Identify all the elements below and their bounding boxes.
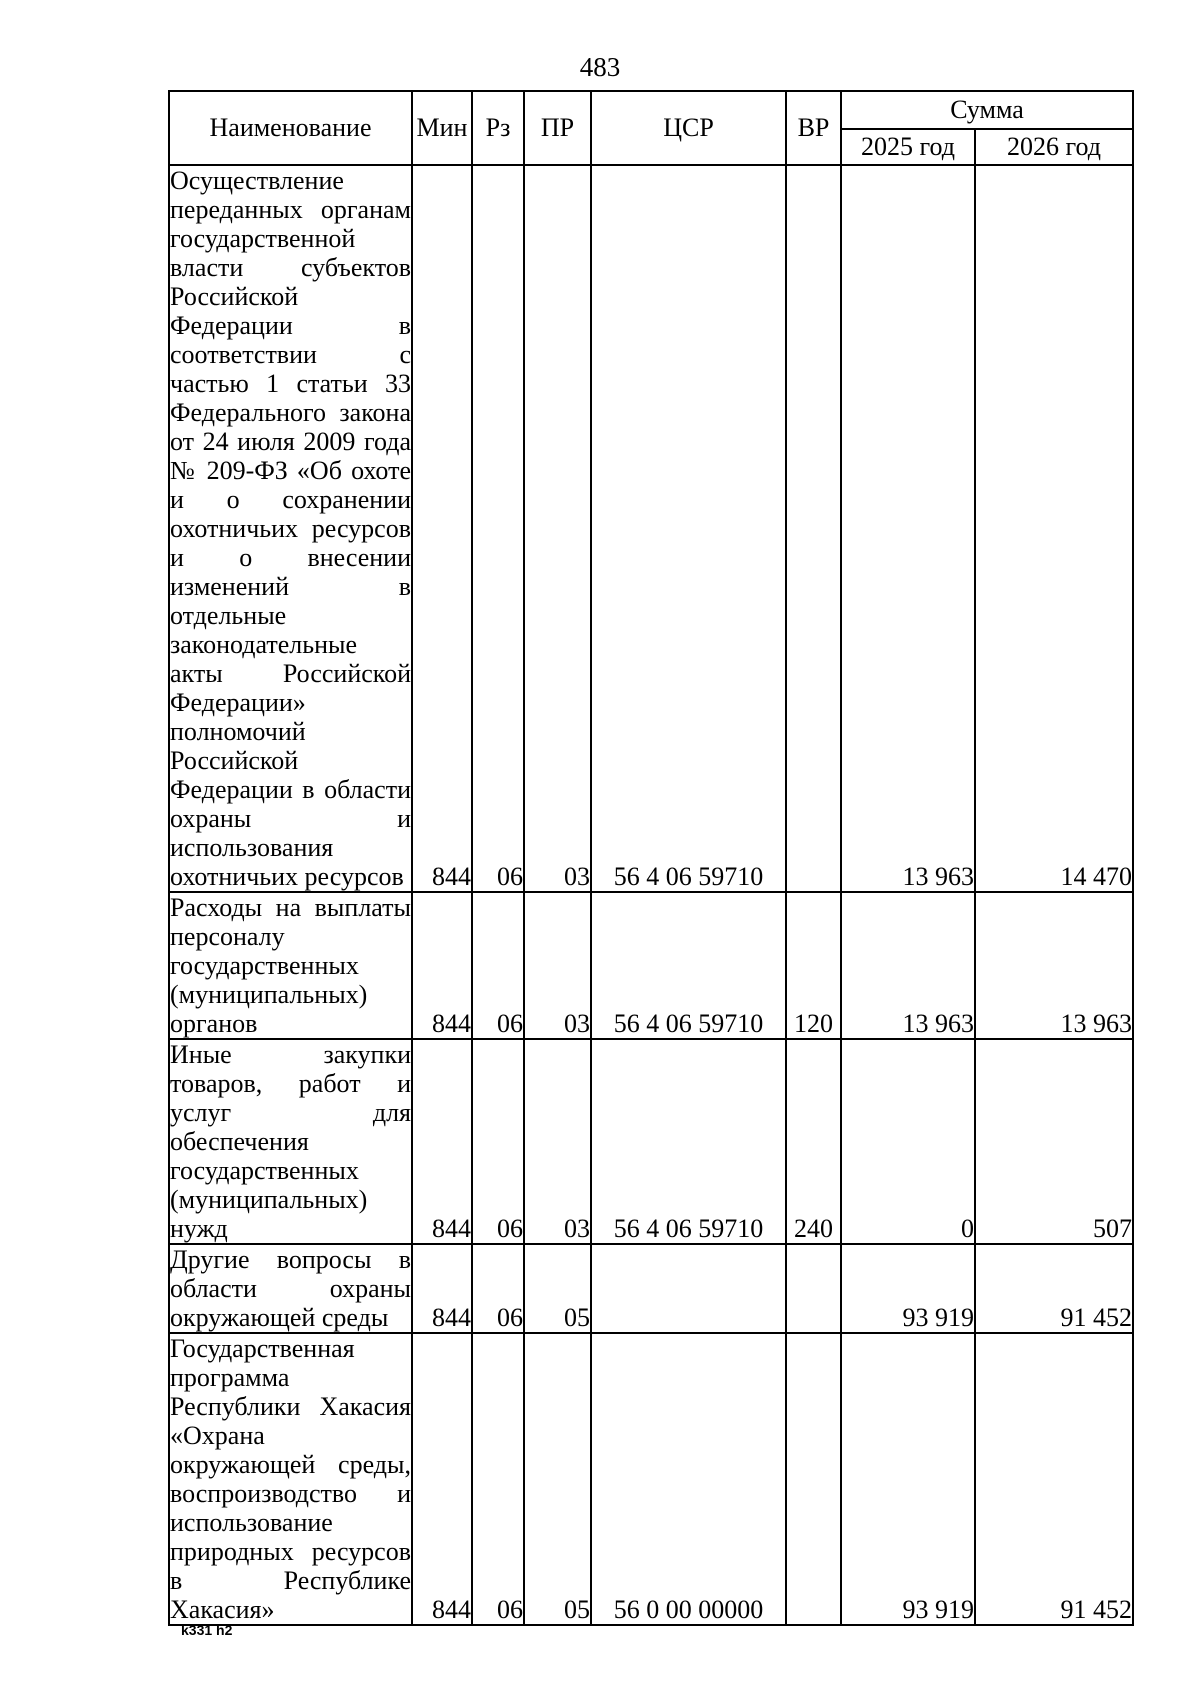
table-row <box>169 165 1133 892</box>
page-number: 483 <box>579 52 621 82</box>
row-name: Осуществление переданных органам государственной власти субъектов Российской Федерации в соответствии с частью 1 статьи 33 Федерального закона от 24 июля 2009 года № 209-ФЗ «Об охоте и о сохранении охотничьих ресурсов и о внесении изменений в отдельные законодательные акты Российской Федерации» полномочий Российской Федерации в области охраны и использования охотничьих ресурсов <box>170 166 411 891</box>
row-sum-2026: 91 452 <box>975 1244 1133 1333</box>
header-min: Мин <box>412 91 472 165</box>
row-sum-2026: 14 470 <box>975 165 1133 892</box>
row-sum-2026: 91 452 <box>975 1333 1133 1625</box>
row-rz: 06 <box>472 892 524 1039</box>
row-sum-2026: 507 <box>975 1039 1133 1244</box>
footer-code: k331 h2 <box>181 1622 233 1638</box>
row-rz: 06 <box>472 1244 524 1333</box>
row-pr: 05 <box>524 1333 591 1625</box>
row-csr: 56 4 06 59710 <box>591 892 786 1039</box>
row-pr: 03 <box>524 892 591 1039</box>
table-row <box>169 1333 1133 1625</box>
row-vr <box>786 1333 841 1625</box>
row-rz: 06 <box>472 1333 524 1625</box>
row-csr: 56 0 00 00000 <box>591 1333 786 1625</box>
table-row <box>169 892 1133 1039</box>
row-sum-2025: 13 963 <box>841 892 975 1039</box>
row-name: Расходы на выплаты персоналу государственных (муниципальных) органов <box>170 893 411 1038</box>
row-sum-2026: 13 963 <box>975 892 1133 1039</box>
header-sum: Сумма <box>841 91 1133 129</box>
table-row <box>169 1039 1133 1244</box>
header-vr: ВР <box>786 91 841 165</box>
row-vr <box>786 165 841 892</box>
row-min: 844 <box>412 1039 472 1244</box>
row-name: Государственная программа Республики Хакасия «Охрана окружающей среды, воспроизводство и использование природных ресурсов в Республике Хакасия» <box>170 1334 411 1624</box>
header-rz: Рз <box>472 91 524 165</box>
header-year-2025: 2025 год <box>841 129 975 165</box>
row-rz: 06 <box>472 165 524 892</box>
header-year-2026: 2026 год <box>975 129 1133 165</box>
row-csr: 56 4 06 59710 <box>591 165 786 892</box>
row-min: 844 <box>412 1244 472 1333</box>
row-vr <box>786 1244 841 1333</box>
row-sum-2025: 93 919 <box>841 1333 975 1625</box>
row-min: 844 <box>412 165 472 892</box>
table-row <box>169 1244 1133 1333</box>
row-min: 844 <box>412 892 472 1039</box>
row-rz: 06 <box>472 1039 524 1244</box>
row-vr: 120 <box>786 892 841 1039</box>
row-sum-2025: 93 919 <box>841 1244 975 1333</box>
row-sum-2025: 0 <box>841 1039 975 1244</box>
row-pr: 03 <box>524 165 591 892</box>
row-min: 844 <box>412 1333 472 1625</box>
row-pr: 05 <box>524 1244 591 1333</box>
row-csr: 56 4 06 59710 <box>591 1039 786 1244</box>
header-csr: ЦСР <box>591 91 786 165</box>
header-pr: ПР <box>524 91 591 165</box>
row-csr <box>591 1244 786 1333</box>
row-vr: 240 <box>786 1039 841 1244</box>
row-pr: 03 <box>524 1039 591 1244</box>
row-sum-2025: 13 963 <box>841 165 975 892</box>
budget-table <box>168 90 1134 1626</box>
row-name: Другие вопросы в области охраны окружающей среды <box>170 1245 411 1332</box>
header-name: Наименование <box>169 91 412 165</box>
row-name: Иные закупки товаров, работ и услуг для обеспечения государственных (муниципальных) нужд <box>170 1040 411 1243</box>
